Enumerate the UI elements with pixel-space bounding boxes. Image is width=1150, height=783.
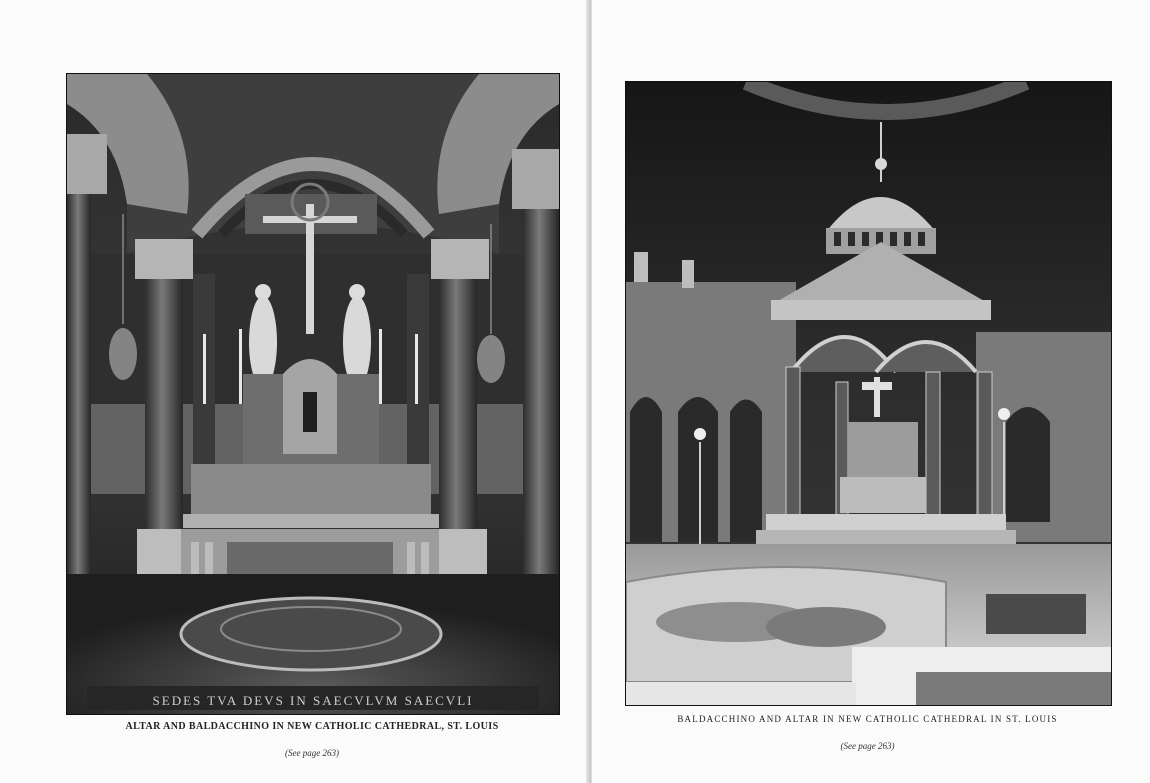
altar-photo-illustration: [67, 74, 559, 714]
right-page: [592, 0, 1150, 783]
floor-inscription: SEDES TVA DEVS IN SAECVLVM SAECVLI: [152, 693, 474, 708]
right-caption: BALDACCHINO AND ALTAR IN NEW CATHOLIC CATHEDRAL IN ST. LOUIS: [677, 714, 1058, 724]
baldacchino-photo-illustration: [626, 82, 1111, 705]
left-page-reference: (See page 263): [285, 748, 339, 758]
baldacchino-photograph: [625, 81, 1112, 706]
right-page-reference: (See page 263): [840, 741, 895, 751]
left-caption: ALTAR AND BALDACCHINO IN NEW CATHOLIC CATHEDRAL, ST. LOUIS: [125, 721, 499, 732]
altar-photograph: [66, 73, 560, 715]
